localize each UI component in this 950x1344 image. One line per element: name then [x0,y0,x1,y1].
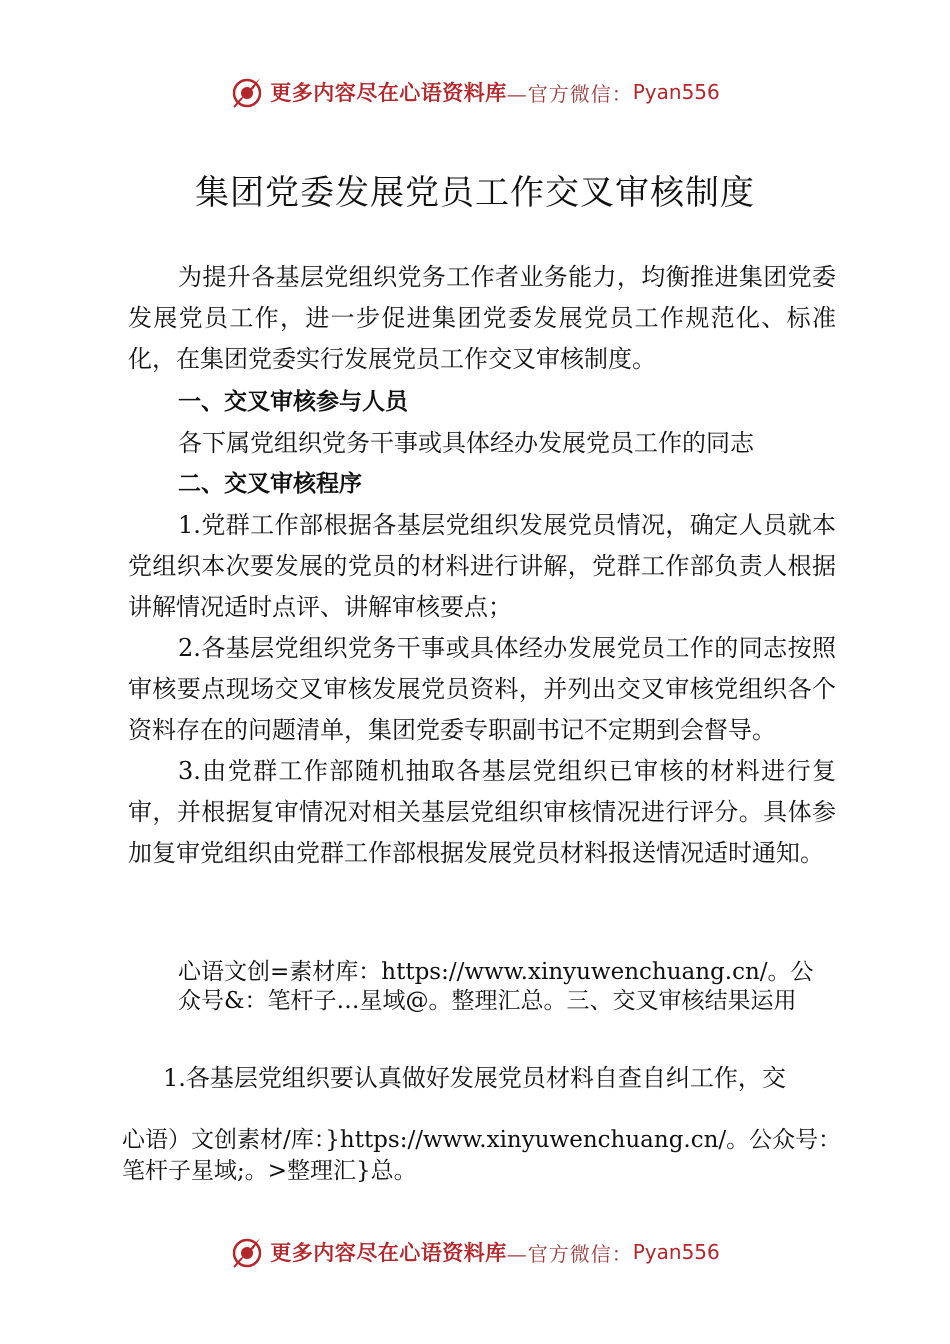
section1-text: 各下属党组织党务干事或具体经办发展党员工作的同志 [178,429,754,457]
banner-wechat-id: Pyan556 [632,80,720,104]
header-banner [0,70,950,114]
banner-main-text: 更多内容尽在心语资料库 [270,1240,507,1265]
footer-watermark-text: 心语）文创素材/库：}https://www.xinyuwenchuang.cn/。公众号：笔杆子星域;。>整理汇}总。 [122,1127,842,1184]
section2-item-2: 2.各基层党组织党务干事或具体经办发展党员工作的同志按照审核要点现场交叉审核发展党员资料，并列出交叉审核党组织各个资料存在的问题清单，集团党委专职副书记不定期到会督导。 [128,634,836,744]
document-title: 集团党委发展党员工作交叉审核制度 [195,173,755,213]
quill-seal-logo-icon [230,74,266,110]
section1-heading: 一、交叉审核参与人员 [178,389,408,415]
footer-banner [0,1230,950,1274]
banner-sub-text: —官方微信： [506,1241,633,1266]
section2-item-1: 1.党群工作部根据各基层党组织发展党员情况，确定人员就本党组织本次要发展的党员的材料进行讲解，党群工作部负责人根据讲解情况适时点评、讲解审核要点； [128,511,836,621]
banner-main-text: 更多内容尽在心语资料库 [270,80,507,105]
document-body [128,257,836,874]
intro-paragraph: 为提升各基层党组织党务工作者业务能力，均衡推进集团党委发展党员工作，进一步促进集团党委发展党员工作规范化、标准化，在集团党委实行发展党员工作交叉审核制度。 [128,263,836,373]
banner-wechat-id: Pyan556 [632,1240,720,1264]
quill-seal-logo-icon [230,1234,266,1270]
inline-watermark-text: 心语文创=素材库：https://www.xinyuwenchuang.cn/。公众号&：笔杆子…星域@。整理汇总。三、交叉审核结果运用 [178,959,814,1014]
section2-heading: 二、交叉审核程序 [178,471,362,497]
section3-item-1: 1.各基层党组织要认真做好发展党员材料自查自纠工作，交 [163,1064,786,1092]
banner-sub-text: —官方微信： [506,81,633,106]
section2-item-3: 3.由党群工作部随机抽取各基层党组织已审核的材料进行复审，并根据复审情况对相关基层党组织审核情况进行评分。具体参加复审党组织由党群工作部根据发展党员材料报送情况适时通知。 [128,757,836,867]
